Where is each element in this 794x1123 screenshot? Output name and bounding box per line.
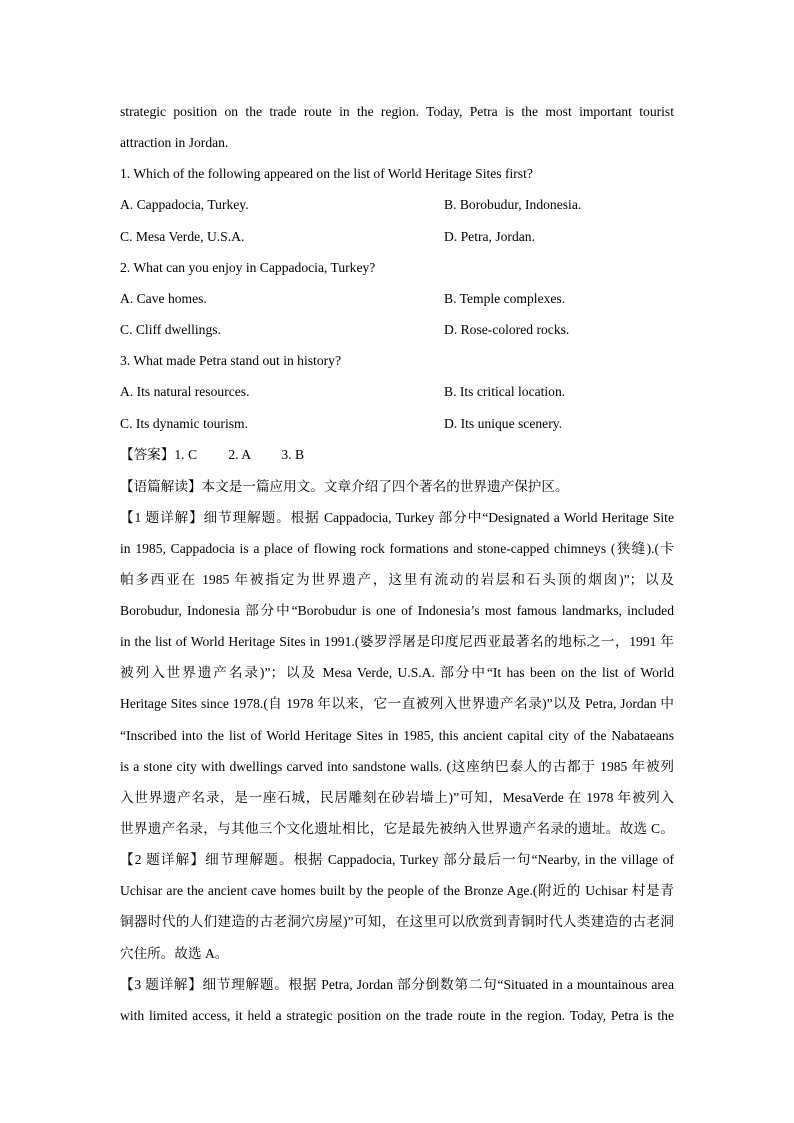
explanation-line-4: 帕多西亚在 1985 年被指定为世界遗产，这里有流动的岩层和石头顶的烟囱)”；以及 [120,572,674,587]
answer-label: 【答案】 [120,447,175,462]
answer-line [120,445,674,465]
passage-line-2: attraction in Jordan. [120,135,229,150]
question-2-option-b: B. Temple complexes. [444,291,566,306]
explanation-line-1: 【语篇解读】本文是一篇应用文。文章介绍了四个著名的世界遗产保护区。 [120,479,569,494]
passage-line-1: strategic position on the trade route in the region. Today, Petra is the most important tourist [120,104,674,119]
question-2-option-c: C. Cliff dwellings. [120,322,221,337]
explanation-line-6: in the list of World Heritage Sites in 1991.(婆罗浮屠是印度尼西亚最著名的地标之一，1991 年 [120,634,674,649]
question-2-stem: 2. What can you enjoy in Cappadocia, Turkey? [120,260,376,275]
explanation-line-7: 被列入世界遗产名录)”；以及 Mesa Verde, U.S.A. 部分中“It has been on the list of World [120,665,674,680]
question-1-stem: 1. Which of the following appeared on the list of World Heritage Sites first? [120,166,533,181]
question-3-option-b: B. Its critical location. [444,384,566,399]
question-1-option-c: C. Mesa Verde, U.S.A. [120,229,245,244]
question-3-stem: 3. What made Petra stand out in history? [120,353,341,368]
explanation-line-2: 【1 题详解】细节理解题。根据 Cappadocia, Turkey 部分中“Designated a World Heritage Site [120,510,674,525]
explanation-line-10: is a stone city with dwellings carved into sandstone walls. (这座纳巴泰人的古都于 1985 年被列 [120,759,674,774]
explanation-line-17: 【3 题详解】细节理解题。根据 Petra, Jordan 部分倒数第二句“Situated in a mountainous area [120,977,674,992]
question-3-option-d: D. Its unique scenery. [444,416,563,431]
question-1-option-a: A. Cappadocia, Turkey. [120,197,249,212]
answer-3: 3. B [281,447,305,462]
question-2-option-d: D. Rose-colored rocks. [444,322,570,337]
explanation-line-14: Uchisar are the ancient cave homes built by the people of the Bronze Age.(附近的 Uchisar 村是青 [120,883,674,898]
question-1-option-d: D. Petra, Jordan. [444,229,535,244]
question-2-option-a: A. Cave homes. [120,291,207,306]
explanation-line-13: 【2 题详解】细节理解题。根据 Cappadocia, Turkey 部分最后一句“Nearby, in the village of [120,852,674,867]
explanation-line-15: 铜器时代的人们建造的古老洞穴房屋)”可知，在这里可以欣赏到青铜时代人类建造的古老洞 [120,914,674,929]
explanation-line-5: Borobudur, Indonesia 部分中“Borobudur is one of Indonesia’s most famous landmarks, included [120,603,674,618]
answer-2: 2. A [228,447,252,462]
explanation-line-3: in 1985, Cappadocia is a place of flowing rock formations and stone-capped chimneys (狭缝).(卡 [120,541,674,556]
explanation-line-12: 世界遗产名录，与其他三个文化遗址相比，它是最先被纳入世界遗产名录的遗址。故选 C。 [120,821,674,836]
explanation-line-16: 穴住所。故选 A。 [120,946,229,961]
explanation-line-11: 入世界遗产名录，是一座石城，民居雕刻在砂岩墙上)”可知，MesaVerde 在 1978 年被列入 [120,790,674,805]
explanation-line-9: “Inscribed into the list of World Heritage Sites in 1985, this ancient capital city of the Nabataeans [120,728,674,743]
question-3-option-a: A. Its natural resources. [120,384,250,399]
answer-1: 1. C [174,447,198,462]
explanation-line-8: Heritage Sites since 1978.(自 1978 年以来，它一直被列入世界遗产名录)”以及 Petra, Jordan 中 [120,696,674,711]
question-1-option-b: B. Borobudur, Indonesia. [444,197,582,212]
explanation-line-18: with limited access, it held a strategic position on the trade route in the region. Today, Petra is the [120,1008,674,1023]
question-3-option-c: C. Its dynamic tourism. [120,416,248,431]
